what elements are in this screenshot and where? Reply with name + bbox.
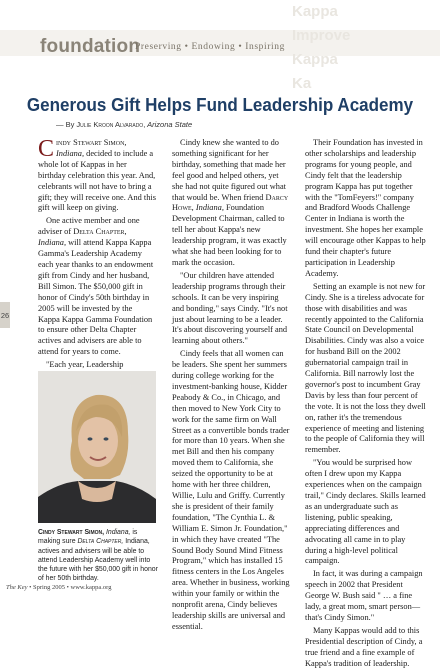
- magazine-name: The Key: [6, 584, 28, 591]
- lead-text: decided to include a whole lot of Kappas in her birthday celebration this year. And, celebrants will not have to bring a gift; they will receive one. And this gift will keep on giving.: [38, 148, 156, 213]
- caption-chapter: Delta Chapter,: [77, 538, 124, 546]
- chapter-name: Delta Chapter,: [73, 227, 127, 237]
- lead-name: indy Stewart Simon,: [56, 138, 127, 147]
- paragraph: "Each year, Leadership: [46, 360, 124, 370]
- paragraph: "You would be surprised how often I drew upon my Kappa experiences when on the campaign trail," Cindy declares. Skills learned as an undergraduate such as listening, public speaking, appreciating differences and advocating all came in to play during a high-level political campaign.: [305, 458, 426, 566]
- text: Foundation Development Chairman, called to tell her about Kappa's new leadership program, it was exactly what she had been looking for to mark the occasion.: [172, 203, 287, 267]
- byline-author: Julie Kroon Alvarado,: [76, 120, 146, 129]
- issue-info: • Spring 2005 • www.kappa.org: [27, 584, 112, 591]
- paragraph: "Our children have attended leadership programs through their schools. It can be very inspiring and bonding," says Cindy. "It's not just about learning to be a leader. It's about discovering yourself and learning about others.": [172, 270, 288, 346]
- page-number: 26: [0, 302, 10, 328]
- paragraph: Cindy feels that all women can be leaders. She spent her summers during college working for the investment-banking house, Kidder Peabody & Co., in Chicago, and then moved to New York City to work for the same firm on Wall Street as a convertible bonds trader for more than 10 years. When she met Bill and then his company moved them to California, she seized the opportunity to be at home with her three children, Willie, Lulu and Griffy. Currently she is president of their family foundation, "The Cynthia L. & William E. Simon Jr. Foundation," in which they have created "The Sound Body Sound Mind Fitness Program," which has installed 15 fitness centers in the Los Angeles area. Whether in business, working within your family or within the nonprofit arena, Cindy believes leadership skills are universal and essential.: [172, 349, 290, 631]
- portrait-illustration: [38, 371, 156, 523]
- byline-prefix: — By: [56, 120, 77, 129]
- text: One active member and one adviser of: [38, 216, 140, 237]
- chapter-org: Indiana,: [38, 238, 67, 248]
- person-org: Indiana,: [193, 203, 224, 213]
- background-word: Ka: [292, 75, 312, 92]
- byline: [56, 120, 192, 129]
- background-word: Kappa: [292, 51, 338, 68]
- byline-org: Arizona State: [145, 120, 193, 129]
- section-title: foundation: [40, 36, 141, 57]
- paragraph: Many Kappas would add to this Presidential description of Cindy, a true friend and a fine example of Kappa's tradition of leadership.: [305, 625, 423, 668]
- photo-caption: [38, 528, 160, 584]
- page-footer: [6, 584, 111, 591]
- lead-org: Indiana,: [56, 148, 85, 158]
- lead-paragraph: [38, 138, 156, 214]
- text: will attend Kappa Kappa Gamma's Leadership Academy each year thanks to an endowment gift from Cindy and her husband, Bill Simon. The $50,000 gift in honor of Cindy's 50th birthday in 2005 will be invested by the Kappa Kappa Gamma Foundation to ensure other Delta Chapter actives and advisers are able to attend for years to come.: [38, 238, 154, 357]
- paragraph: [38, 216, 156, 358]
- portrait-photo: [38, 371, 156, 523]
- person-name: Darcy Howe,: [172, 192, 289, 213]
- text: Cindy knew she wanted to do something significant for her birthday, something that made her feel good and helped others, yet she had not quite figured out what that would be. When friend: [172, 138, 287, 202]
- paragraph: In fact, it was during a campaign speech in 2002 that President George W. Bush said " … a fine lady, a great mom, smart person—that's Cindy Simon.": [305, 569, 423, 622]
- drop-cap: C: [38, 136, 55, 162]
- section-tagline: Preserving • Endowing • Inspiring: [135, 42, 285, 52]
- caption-text: Indiana, actives and advisers will be able to attend Leadership Academy well into the future with her $50,000 gift in honor of her 50th birthday.: [38, 538, 158, 583]
- article-column-2: [172, 138, 290, 635]
- paragraph: [172, 138, 290, 269]
- caption-text: is making sure: [38, 529, 138, 546]
- caption-name: Cindy Stewart Simon,: [38, 529, 105, 536]
- article-column-3: [305, 138, 427, 672]
- paragraph: Setting an example is not new for Cindy. She is a tireless advocate for those with disabilities and was recently appointed to the California State Council on Developmental Disabilities. Cindy was also a voice for husband Bill on the 2002 gubernatorial campaign trail in California. Bill narrowly lost the governor's post to incumbent Gray Davis by less than four percent of the vote. It is not the loss they dwell on, rather it's the tremendous experience of meeting and listening to the people of California they will remember.: [305, 281, 426, 455]
- article-headline: Generous Gift Helps Fund Leadership Academy: [26, 94, 414, 115]
- caption-state: Indiana,: [104, 529, 131, 536]
- paragraph: Their Foundation has invested in other scholarships and leadership programs for young people, and Cindy felt that the leadership program Kappa has put together with the "TomFeyers!" company and Bradford Woods Challenge Center in Indiana is worth the investment. She hopes her example will encourage other Kappas to help fund their chapter's future participation in Leadership Academy.: [305, 138, 426, 278]
- background-word: Kappa: [292, 3, 338, 20]
- background-word: Improve: [292, 27, 351, 44]
